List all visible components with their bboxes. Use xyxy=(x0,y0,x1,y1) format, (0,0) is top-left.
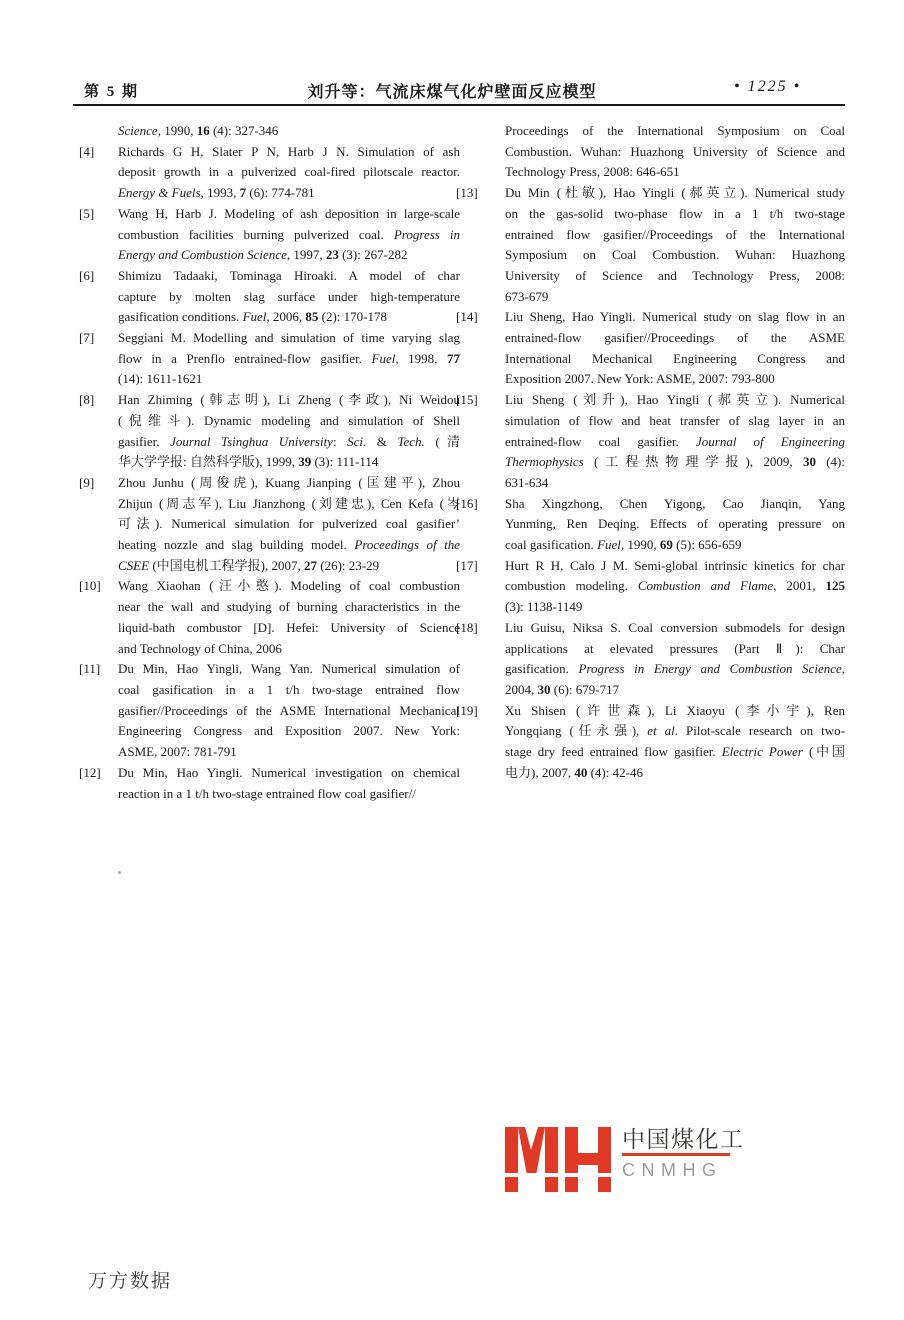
reference-body xyxy=(505,183,845,307)
header-rule xyxy=(73,104,845,106)
reference-body xyxy=(118,121,460,142)
reference-line: Symposium on Coal Combustion. Wuhan: Huazhong xyxy=(505,247,845,263)
reference-line: heating nozzle and slag building model. Proceedings of the xyxy=(118,537,460,553)
reference-label: [4] xyxy=(79,143,95,159)
reference-line: Wang Xiaohan (汪小憨). Modeling of coal combustion xyxy=(118,578,460,594)
reference-label: [9] xyxy=(79,474,95,490)
reference-entry xyxy=(79,763,460,804)
reference-entry xyxy=(456,390,845,494)
reference-line: University of Science and Technology Press, 2008: xyxy=(505,267,845,283)
reference-label: [6] xyxy=(79,267,95,283)
reference-line: coal gasification. Fuel, 1990, 69 (5): 656-659 xyxy=(505,537,742,553)
reference-line: gasification. Progress in Energy and Combustion Science, xyxy=(505,661,845,677)
reference-line: near the wall and studying of burning characteristics in the xyxy=(118,599,460,615)
reference-line: Richards G H, Slater P N, Harb J N. Simulation of ash xyxy=(118,143,460,159)
reference-entry xyxy=(456,701,845,784)
cnmhg-logo-chinese-name: 中国煤化工 xyxy=(622,1126,745,1152)
reference-line: gasifier. Journal Tsinghua University: Sci. & Tech. (清 xyxy=(118,433,460,449)
reference-label: [15] xyxy=(456,392,478,408)
reference-body xyxy=(118,328,460,390)
reference-entry xyxy=(79,121,460,142)
reference-label: [11] xyxy=(79,661,101,677)
reference-line: Exposition 2007. New York: ASME, 2007: 793-800 xyxy=(505,371,775,387)
reference-body xyxy=(118,142,460,204)
reference-entry xyxy=(79,473,460,577)
reference-line: Science, 1990, 16 (4): 327-346 xyxy=(118,123,279,138)
reference-entry xyxy=(79,390,460,473)
reference-line: deposit growth in a pulverized coal-fired pilotscale reactor. xyxy=(118,164,460,180)
reference-line: Han Zhiming (韩志明), Li Zheng (李政), Ni Weidou xyxy=(118,392,460,408)
reference-line: Energy & Fuels, 1993, 7 (6): 774-781 xyxy=(118,185,315,201)
reference-line: liquid-bath combustor [D]. Hefei: University of Science xyxy=(118,619,460,635)
reference-body xyxy=(118,266,460,328)
reference-entry xyxy=(456,183,845,307)
reference-line: gasification conditions. Fuel, 2006, 85 (2): 170-178 xyxy=(118,309,387,325)
reference-body xyxy=(118,204,460,266)
reference-entry xyxy=(79,204,460,266)
references-left-column xyxy=(79,121,460,804)
reference-line: Du Min, Hao Yingli, Wang Yan. Numerical simulation of xyxy=(118,661,460,677)
reference-line: flow in a Prenflo entrained-flow gasifier. Fuel, 1998, 77 xyxy=(118,350,460,366)
reference-line: Shimizu Tadaaki, Tominaga Hiroaki. A model of char xyxy=(118,267,460,283)
scan-speck xyxy=(118,871,121,874)
reference-label xyxy=(456,121,505,183)
reference-line: Thermophysics (工程热物理学报), 2009, 30 (4): xyxy=(505,454,845,470)
reference-label: [14] xyxy=(456,309,478,325)
reference-body xyxy=(505,618,845,701)
reference-line: 2004, 30 (6): 679-717 xyxy=(505,681,620,697)
reference-line: and Technology of China, 2006 xyxy=(118,640,282,656)
reference-label: [8] xyxy=(79,392,95,408)
reference-entry xyxy=(456,307,845,390)
reference-body xyxy=(505,307,845,390)
reference-body xyxy=(118,659,460,763)
reference-line: Hurt R H, Calo J M. Semi-global intrinsic kinetics for char xyxy=(505,557,845,573)
reference-line: combustion facilities burning pulverized coal. Progress in xyxy=(118,226,460,242)
reference-entry xyxy=(79,659,460,763)
reference-line: gasifier//Proceedings of the ASME International Mechanical xyxy=(118,702,460,718)
reference-line: combustion modeling. Combustion and Flame, 2001, 125 xyxy=(505,578,845,594)
reference-line: Sha Xingzhong, Chen Yigong, Cao Jianqin, Yang xyxy=(505,495,845,511)
reference-line: on the gas-solid two-phase flow in a 1 t/h two-stage xyxy=(505,205,845,221)
reference-line: 电力), 2007, 40 (4): 42-46 xyxy=(505,764,643,780)
reference-entry xyxy=(456,618,845,701)
reference-body xyxy=(505,390,845,494)
reference-body xyxy=(118,576,460,659)
reference-label: [19] xyxy=(456,702,478,718)
reference-line: entrained-flow coal gasifier. Journal of Engineering xyxy=(505,433,845,449)
reference-line: (14): 1611-1621 xyxy=(118,371,203,387)
reference-line: entrained-flow gasifier//Proceedings of the ASME xyxy=(505,330,845,346)
reference-label xyxy=(79,121,118,142)
reference-line: applications at elevated pressures (Part Ⅱ): Char xyxy=(505,640,845,656)
reference-label: [17] xyxy=(456,557,478,573)
reference-line: Du Min, Hao Yingli. Numerical investigation on chemical xyxy=(118,764,460,780)
reference-entry xyxy=(79,576,460,659)
reference-line: (3): 1138-1149 xyxy=(505,599,583,615)
references-right-column xyxy=(456,121,845,784)
reference-line: 可法). Numerical simulation for pulverized coal gasifier’ xyxy=(118,516,460,532)
reference-line: Seggiani M. Modelling and simulation of time varying slag xyxy=(118,330,460,346)
reference-entry xyxy=(456,121,845,183)
cnmhg-logo-underline xyxy=(622,1153,730,1156)
reference-line: ASME, 2007: 781-791 xyxy=(118,744,237,760)
reference-line: Liu Guisu, Niksa S. Coal conversion submodels for design xyxy=(505,619,845,635)
cnmhg-logo-text xyxy=(622,1126,745,1181)
reference-label: [5] xyxy=(79,205,95,221)
reference-line: CSEE (中国电机工程学报), 2007, 27 (26): 23-29 xyxy=(118,557,380,573)
page-title: 刘升等：气流床煤气化炉壁面反应模型 xyxy=(307,84,597,101)
reference-label: [10] xyxy=(79,578,101,594)
reference-line: Liu Sheng (刘升), Hao Yingli (郝英立). Numerical xyxy=(505,392,845,408)
reference-line: Proceedings of the International Symposium on Coal xyxy=(505,123,845,138)
reference-line: reaction in a 1 t/h two-stage entrained flow coal gasifier// xyxy=(118,785,416,801)
header-page-number: • 1225 • xyxy=(734,78,802,95)
reference-line: Wang H, Harb J. Modeling of ash deposition in large-scale xyxy=(118,205,460,221)
reference-body xyxy=(505,556,845,618)
reference-line: 华大学学报: 自然科学版), 1999, 39 (3): 111-114 xyxy=(118,454,379,470)
reference-label: [7] xyxy=(79,330,95,346)
reference-line: entrained flow gasifier//Proceedings of the International xyxy=(505,226,845,242)
reference-line: Yongqiang (任永强), et al. Pilot-scale research on two- xyxy=(505,723,845,739)
reference-line: Energy and Combustion Science, 1997, 23 (3): 267-282 xyxy=(118,247,408,263)
reference-entry xyxy=(79,328,460,390)
reference-line: Combustion. Wuhan: Huazhong University of Science and xyxy=(505,143,845,159)
reference-line: stage dry feed entrained flow gasifier. Electric Power (中国 xyxy=(505,744,845,760)
header-issue-label: 第 5 期 xyxy=(84,84,140,100)
reference-body xyxy=(505,121,845,183)
reference-body xyxy=(505,494,845,556)
reference-label: [16] xyxy=(456,495,478,511)
reference-body xyxy=(118,763,460,804)
reference-body xyxy=(505,701,845,784)
wanfang-watermark: 万方数据 xyxy=(88,1271,173,1292)
reference-line: Du Min (杜敏), Hao Yingli (郝英立). Numerical study xyxy=(505,185,845,201)
reference-line: Xu Shisen (许世森), Li Xiaoyu (李小宇), Ren xyxy=(505,702,845,718)
reference-entry xyxy=(456,494,845,556)
reference-entry xyxy=(79,142,460,204)
reference-line: Liu Sheng, Hao Yingli. Numerical study on slag flow in an xyxy=(505,309,845,325)
reference-line: International Mechanical Engineering Congress and xyxy=(505,350,845,366)
reference-line: capture by molten slag surface under high-temperature xyxy=(118,288,460,304)
reference-line: Zhijun (周志军), Liu Jianzhong (刘建忠), Cen Kefa (岑 xyxy=(118,495,460,511)
reference-line: Yunming, Ren Deqing. Effects of operating pressure on xyxy=(505,516,845,532)
reference-entry xyxy=(456,556,845,618)
cnmhg-logo xyxy=(505,1126,745,1192)
reference-line: simulation of flow and heat transfer of slag layer in an xyxy=(505,412,845,428)
cnmhg-logo-english-name: CNMHG xyxy=(622,1160,723,1180)
reference-line: 673-679 xyxy=(505,288,549,304)
reference-line: 631-634 xyxy=(505,474,549,490)
reference-label: [12] xyxy=(79,764,101,780)
reference-label: [18] xyxy=(456,619,478,635)
reference-line: (倪维斗). Dynamic modeling and simulation of Shell xyxy=(118,412,460,428)
cnmhg-logo-mark-icon xyxy=(505,1126,611,1192)
reference-body xyxy=(118,390,460,473)
reference-entry xyxy=(79,266,460,328)
reference-line: Engineering Congress and Exposition 2007. New York: xyxy=(118,723,460,739)
reference-line: coal gasification in a 1 t/h two-stage entrained flow xyxy=(118,681,460,697)
reference-label: [13] xyxy=(456,185,478,201)
reference-line: Technology Press, 2008: 646-651 xyxy=(505,164,680,180)
reference-line: Zhou Junhu (周俊虎), Kuang Jianping (匡建平), Zhou xyxy=(118,474,460,490)
reference-body xyxy=(118,473,460,577)
